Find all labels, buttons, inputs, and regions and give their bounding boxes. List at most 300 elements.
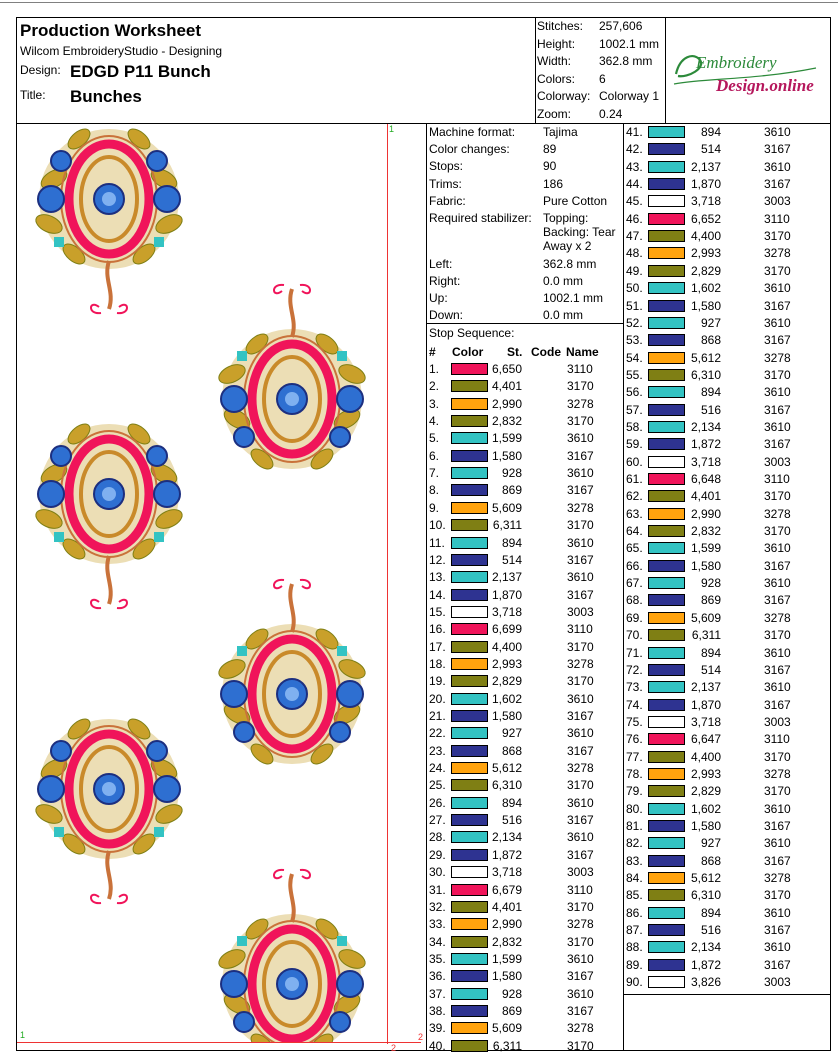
stop-row xyxy=(427,552,623,569)
stop-number: 68. xyxy=(626,593,643,608)
stat-value: 6 xyxy=(599,71,606,86)
thread-code: 3167 xyxy=(567,847,594,862)
stitch-count: 1,602 xyxy=(690,801,721,816)
stop-row xyxy=(624,454,820,471)
stitch-count: 1,580 xyxy=(690,819,721,833)
stat-row xyxy=(536,54,666,72)
stop-row xyxy=(427,535,623,552)
stop-row xyxy=(427,743,623,760)
stop-row xyxy=(624,697,820,714)
stop-number: 26. xyxy=(429,795,446,810)
color-swatch xyxy=(451,589,488,601)
stat-value: 0.24 xyxy=(599,107,623,121)
thread-code: 3170 xyxy=(764,229,791,244)
color-swatch xyxy=(648,334,685,346)
thread-code: 3170 xyxy=(567,379,594,394)
color-swatch xyxy=(451,432,488,444)
stitch-count: 927 xyxy=(501,726,522,741)
thread-code: 3167 xyxy=(764,333,791,348)
info-value: 89 xyxy=(543,142,557,156)
stop-row xyxy=(624,939,820,956)
color-swatch xyxy=(451,554,488,566)
thread-code: 3110 xyxy=(567,622,593,637)
stop-number: 25. xyxy=(429,778,446,793)
stitch-count: 2,993 xyxy=(690,246,721,261)
stop-number: 28. xyxy=(429,830,446,845)
stop-row xyxy=(624,176,820,193)
thread-code: 3610 xyxy=(567,986,594,1001)
stop-row xyxy=(624,887,820,904)
stop-number: 20. xyxy=(429,691,446,706)
color-swatch xyxy=(648,716,685,728)
thread-code: 3170 xyxy=(764,524,791,539)
stop-number: 61. xyxy=(626,472,643,486)
stitch-count: 1,599 xyxy=(491,431,522,446)
stop-row xyxy=(624,506,820,523)
info-value: Pure Cotton xyxy=(543,194,608,208)
color-swatch xyxy=(648,369,685,381)
color-swatch xyxy=(451,537,488,549)
stop-number: 35. xyxy=(429,951,446,966)
color-swatch xyxy=(648,959,685,971)
stat-label: Zoom: xyxy=(537,107,572,121)
stop-number: 45. xyxy=(626,194,643,209)
stop-row xyxy=(624,749,820,766)
thread-code: 3610 xyxy=(764,419,791,434)
stitch-count: 869 xyxy=(501,1003,522,1018)
stitch-count: 3,718 xyxy=(690,194,721,209)
stitch-count: 1,872 xyxy=(690,437,721,452)
color-swatch xyxy=(648,508,685,520)
stitch-count: 1,580 xyxy=(690,558,721,573)
thread-code: 3167 xyxy=(764,819,791,833)
color-swatch xyxy=(648,421,685,433)
thread-code: 3167 xyxy=(764,402,791,417)
stop-number: 23. xyxy=(429,743,446,758)
thread-code: 3610 xyxy=(567,830,594,845)
worksheet xyxy=(16,17,831,1051)
thread-code: 3170 xyxy=(567,518,594,533)
stop-number: 69. xyxy=(626,610,643,625)
stop-row xyxy=(427,413,623,430)
stop-row xyxy=(624,436,820,453)
stop-number: 51. xyxy=(626,298,643,313)
thread-code: 3278 xyxy=(764,766,791,781)
stop-number: 71. xyxy=(626,645,643,660)
col-st: St. xyxy=(507,345,523,359)
color-swatch xyxy=(648,681,685,693)
logo-word-2: Design.online xyxy=(716,76,814,95)
stop-number: 1. xyxy=(429,362,440,376)
thread-code: 3170 xyxy=(567,639,594,654)
stop-number: 82. xyxy=(626,836,643,851)
info-value: Topping: Backing: Tear Away x 2 xyxy=(543,211,616,253)
stop-row xyxy=(624,367,820,384)
thread-code: 3610 xyxy=(764,576,791,591)
stitch-count: 514 xyxy=(501,552,522,567)
stitch-count: 894 xyxy=(501,535,522,550)
info-label: Stops: xyxy=(429,159,464,173)
thread-code: 3610 xyxy=(764,680,791,695)
thread-code: 3610 xyxy=(764,315,791,330)
color-swatch xyxy=(648,230,685,242)
stop-number: 13. xyxy=(429,570,446,585)
stop-number: 72. xyxy=(626,662,643,677)
stitch-count: 4,400 xyxy=(690,229,721,244)
stitch-count: 4,401 xyxy=(491,379,522,394)
stitch-count: 2,137 xyxy=(690,159,721,174)
stop-row xyxy=(427,916,623,933)
stop-number: 85. xyxy=(626,888,643,903)
thread-code: 3110 xyxy=(764,472,790,486)
thread-code: 3170 xyxy=(567,414,594,429)
stop-row xyxy=(427,899,623,916)
info-label: Right: xyxy=(429,274,461,288)
title-label: Title: xyxy=(20,88,46,102)
stitch-count: 2,990 xyxy=(491,917,522,932)
color-swatch xyxy=(648,195,685,207)
thread-code: 3610 xyxy=(764,905,791,920)
stitch-count: 6,648 xyxy=(690,472,721,486)
stitch-count: 928 xyxy=(501,986,522,1001)
thread-code: 3278 xyxy=(567,761,594,776)
color-swatch xyxy=(451,571,488,583)
color-swatch xyxy=(648,855,685,867)
stop-number: 11. xyxy=(429,535,445,550)
info-value: 362.8 mm xyxy=(543,257,597,271)
stop-number: 41. xyxy=(626,125,643,139)
info-label: Left: xyxy=(429,257,453,271)
brand-logo xyxy=(666,18,830,124)
stop-row xyxy=(624,783,820,800)
thread-code: 3003 xyxy=(764,194,791,209)
thread-code: 3610 xyxy=(567,570,594,585)
stop-number: 10. xyxy=(429,518,446,533)
stop-row xyxy=(427,430,623,447)
color-swatch xyxy=(451,363,488,375)
stop-number: 65. xyxy=(626,541,643,556)
color-swatch xyxy=(451,762,488,774)
info-value: 90 xyxy=(543,159,557,173)
stitch-count: 6,310 xyxy=(491,778,522,793)
stop-row xyxy=(624,228,820,245)
thread-code: 3170 xyxy=(567,934,594,949)
stop-row xyxy=(624,766,820,783)
stop-number: 2. xyxy=(429,379,440,394)
color-swatch xyxy=(648,386,685,398)
thread-code: 3167 xyxy=(567,969,594,984)
stat-value: 1002.1 mm xyxy=(599,36,660,51)
thread-code: 3278 xyxy=(764,610,791,625)
stop-row xyxy=(427,829,623,846)
color-swatch xyxy=(451,936,488,948)
stop-row xyxy=(427,951,623,968)
stop-row xyxy=(427,795,623,812)
stop-row xyxy=(427,708,623,725)
design-name: EDGD P11 Bunch xyxy=(70,62,211,81)
stitch-count: 6,647 xyxy=(690,732,721,747)
stitch-count: 1,599 xyxy=(491,951,522,966)
stop-number: 66. xyxy=(626,558,643,573)
color-swatch xyxy=(648,664,685,676)
corner-mark: 1 xyxy=(20,1030,26,1040)
stat-value: 362.8 mm xyxy=(599,54,653,69)
thread-code: 3278 xyxy=(764,871,791,886)
thread-code: 3003 xyxy=(567,865,594,880)
thread-code: 3167 xyxy=(764,558,791,573)
color-swatch xyxy=(648,542,685,554)
stitch-count: 869 xyxy=(700,593,721,608)
stitch-count: 1,602 xyxy=(690,281,721,296)
color-swatch xyxy=(451,831,488,843)
stitch-count: 4,400 xyxy=(690,749,721,764)
thread-code: 3167 xyxy=(764,957,791,972)
stop-row xyxy=(624,211,820,228)
stop-number: 22. xyxy=(429,726,446,741)
stitch-count: 2,832 xyxy=(690,524,721,539)
thread-code: 3167 xyxy=(567,483,594,498)
color-swatch xyxy=(648,733,685,745)
stop-row xyxy=(427,1020,623,1037)
stop-number: 33. xyxy=(429,917,446,932)
stop-number: 38. xyxy=(429,1003,446,1018)
thread-code: 3170 xyxy=(567,674,594,689)
stat-label: Colors: xyxy=(537,71,576,86)
color-swatch xyxy=(648,594,685,606)
stop-row xyxy=(624,558,820,575)
stop-row xyxy=(624,159,820,176)
stop-row xyxy=(427,847,623,864)
stitch-count: 6,650 xyxy=(491,362,522,376)
thread-code: 3167 xyxy=(764,662,791,677)
stop-row xyxy=(624,263,820,280)
stop-number: 75. xyxy=(626,714,643,729)
stitch-count: 1,872 xyxy=(491,847,522,862)
thread-code: 3278 xyxy=(567,1021,594,1036)
stitch-count: 516 xyxy=(501,813,522,828)
stop-row xyxy=(427,1038,623,1055)
stat-label: Colorway: xyxy=(537,89,591,104)
color-swatch xyxy=(451,623,488,635)
thread-code: 3167 xyxy=(764,923,791,938)
stop-row xyxy=(624,905,820,922)
color-swatch xyxy=(648,976,685,988)
stitch-count: 2,829 xyxy=(690,263,721,278)
stitch-count: 6,679 xyxy=(491,882,522,897)
thread-code: 3110 xyxy=(764,211,790,226)
preview-boundary-bottom xyxy=(17,1042,421,1043)
stop-number: 16. xyxy=(429,622,446,637)
color-swatch xyxy=(451,658,488,670)
thread-code: 3610 xyxy=(567,951,594,966)
col-name: Name xyxy=(566,345,599,359)
stop-row xyxy=(624,835,820,852)
thread-code: 3167 xyxy=(764,298,791,313)
stop-row xyxy=(427,465,623,482)
stop-number: 9. xyxy=(429,500,440,515)
stop-number: 15. xyxy=(429,604,446,619)
stitch-count: 2,832 xyxy=(491,934,522,949)
design-label: Design: xyxy=(20,63,61,77)
stop-row xyxy=(427,760,623,777)
stitch-count: 1,580 xyxy=(491,448,522,463)
stop-number: 27. xyxy=(429,813,446,828)
stitch-count: 868 xyxy=(700,853,721,868)
color-swatch xyxy=(451,710,488,722)
color-swatch xyxy=(451,745,488,757)
stop-row xyxy=(624,141,820,158)
stop-number: 88. xyxy=(626,940,643,955)
stop-row xyxy=(624,298,820,315)
stop-number: 40. xyxy=(429,1038,446,1053)
color-swatch xyxy=(451,1022,488,1034)
stop-row xyxy=(427,621,623,638)
stat-row xyxy=(536,89,666,107)
stop-number: 80. xyxy=(626,801,643,816)
stop-row xyxy=(427,396,623,413)
info-label: Up: xyxy=(429,291,448,305)
stop-number: 12. xyxy=(429,552,446,567)
color-swatch xyxy=(451,918,488,930)
col-color: Color xyxy=(452,345,484,359)
stat-row xyxy=(536,72,666,90)
stop-number: 36. xyxy=(429,969,446,984)
stop-row xyxy=(624,610,820,627)
stitch-count: 5,612 xyxy=(690,871,721,886)
stop-row xyxy=(624,124,820,141)
stitch-count: 5,609 xyxy=(491,1021,522,1036)
stitch-count: 2,134 xyxy=(690,940,721,955)
stitch-count: 2,990 xyxy=(491,396,522,411)
thread-code: 3278 xyxy=(567,656,594,671)
thread-code: 3278 xyxy=(764,246,791,261)
stop-row xyxy=(427,725,623,742)
stat-row xyxy=(536,19,666,37)
thread-code: 3003 xyxy=(764,454,791,469)
stitch-count: 3,718 xyxy=(491,604,522,619)
stop-row xyxy=(427,569,623,586)
stop-row xyxy=(624,662,820,679)
color-swatch xyxy=(451,866,488,878)
stop-row xyxy=(624,974,820,991)
color-swatch xyxy=(648,647,685,659)
stop-row xyxy=(624,818,820,835)
stop-number: 60. xyxy=(626,454,643,469)
color-swatch xyxy=(648,768,685,780)
stop-number: 79. xyxy=(626,784,643,799)
color-swatch xyxy=(648,352,685,364)
col-code: Code xyxy=(531,345,561,359)
color-swatch xyxy=(451,675,488,687)
stop-number: 64. xyxy=(626,524,643,539)
stop-row xyxy=(624,402,820,419)
stop-number: 59. xyxy=(626,437,643,452)
stop-row xyxy=(624,957,820,974)
stop-row xyxy=(427,656,623,673)
stitch-count: 2,993 xyxy=(690,766,721,781)
color-swatch xyxy=(451,1005,488,1017)
stop-row xyxy=(427,673,623,690)
stitch-count: 514 xyxy=(700,662,721,677)
stop-row xyxy=(427,604,623,621)
thread-code: 3610 xyxy=(764,541,791,556)
stop-row xyxy=(427,587,623,604)
stop-number: 34. xyxy=(429,934,446,949)
thread-code: 3610 xyxy=(764,645,791,660)
stitch-count: 6,652 xyxy=(690,211,721,226)
logo-word-1: Embroidery xyxy=(696,53,777,72)
color-swatch xyxy=(648,525,685,537)
stop-number: 14. xyxy=(429,587,446,602)
stop-number: 53. xyxy=(626,333,643,348)
thread-code: 3170 xyxy=(764,628,791,643)
stitch-count: 5,609 xyxy=(690,610,721,625)
stitch-count: 6,311 xyxy=(691,628,721,643)
stop-number: 32. xyxy=(429,899,446,914)
stop-number: 6. xyxy=(429,448,440,463)
stop-number: 17. xyxy=(429,639,446,654)
color-swatch xyxy=(648,300,685,312)
color-swatch xyxy=(451,467,488,479)
info-label: Required stabilizer: xyxy=(429,211,532,225)
stitch-count: 1,580 xyxy=(491,709,522,723)
thread-code: 3610 xyxy=(567,691,594,706)
stats-box xyxy=(536,18,666,124)
thread-code: 3170 xyxy=(764,367,791,382)
thread-code: 3170 xyxy=(567,1038,594,1053)
design-preview xyxy=(17,124,427,1053)
stitch-count: 927 xyxy=(700,836,721,851)
thread-code: 3003 xyxy=(764,975,791,990)
stitch-count: 894 xyxy=(700,385,721,400)
stop-sequence-right xyxy=(623,124,830,1050)
stitch-count: 6,310 xyxy=(690,367,721,382)
list-end-rule xyxy=(624,994,831,995)
stop-row xyxy=(624,870,820,887)
color-swatch xyxy=(451,814,488,826)
stat-label: Stitches: xyxy=(537,19,584,33)
stitch-count: 894 xyxy=(700,905,721,920)
stop-number: 24. xyxy=(429,761,446,776)
stop-number: 8. xyxy=(429,483,440,498)
stitch-count: 514 xyxy=(700,142,721,157)
stitch-count: 3,718 xyxy=(690,454,721,469)
stop-number: 55. xyxy=(626,367,643,382)
stop-number: 70. xyxy=(626,628,643,643)
stitch-count: 3,718 xyxy=(491,865,522,880)
info-value: 186 xyxy=(543,177,564,191)
color-swatch xyxy=(451,727,488,739)
stop-row xyxy=(427,361,623,378)
thread-code: 3610 xyxy=(764,125,791,139)
stop-number: 49. xyxy=(626,263,643,278)
thread-code: 3167 xyxy=(764,853,791,868)
color-swatch xyxy=(451,484,488,496)
embroidery-artwork xyxy=(17,124,387,1042)
thread-code: 3167 xyxy=(567,813,594,828)
stitch-count: 1,872 xyxy=(690,957,721,972)
stop-row xyxy=(624,419,820,436)
stitch-count: 894 xyxy=(700,125,721,139)
stop-row xyxy=(624,332,820,349)
color-swatch xyxy=(648,404,685,416)
stop-row xyxy=(624,540,820,557)
stop-number: 90. xyxy=(626,975,643,990)
stop-row xyxy=(427,448,623,465)
color-swatch xyxy=(451,450,488,462)
color-swatch xyxy=(648,490,685,502)
stitch-count: 516 xyxy=(700,923,721,938)
